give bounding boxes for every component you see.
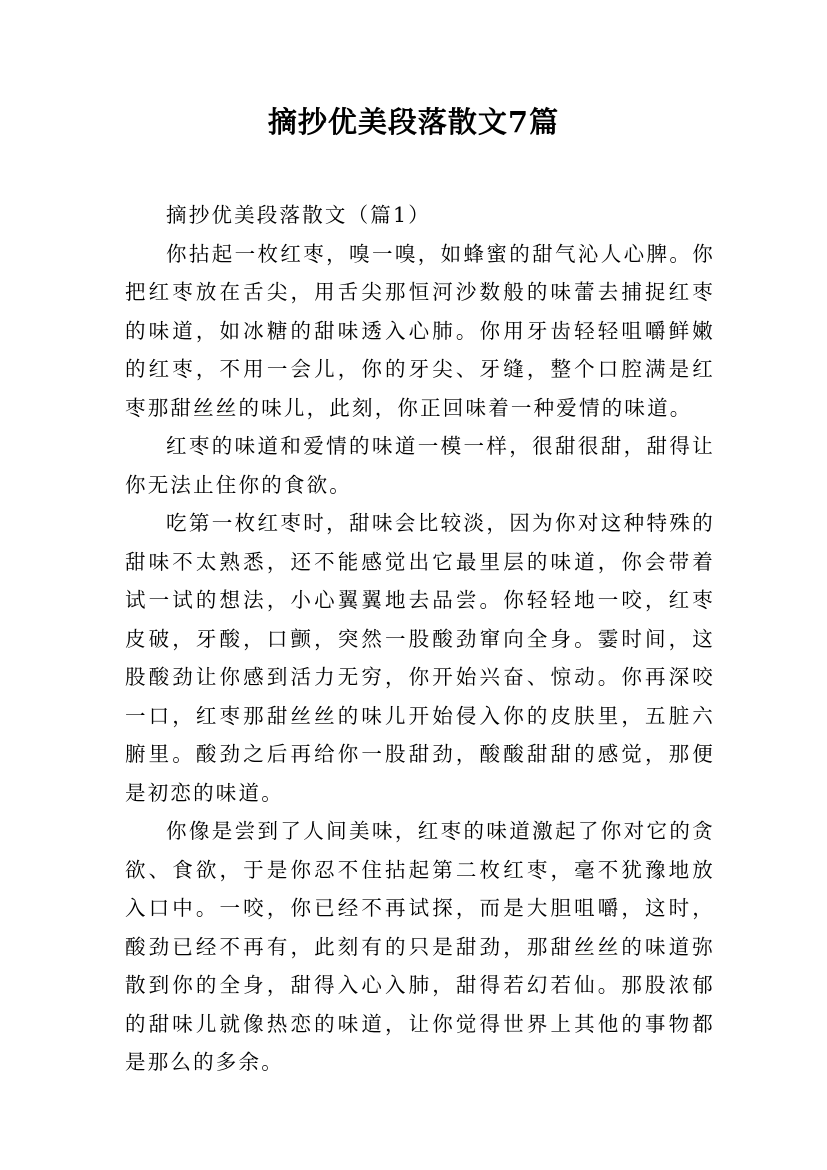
- document-body: [125, 196, 715, 1082]
- paragraph-4: 你像是尝到了人间美味，红枣的味道激起了你对它的贪欲、食欲，于是你忍不住拈起第二枚红枣，毫不犹豫地放入口中。一咬，你已经不再试探，而是大胆咀嚼，这时，酸劲已经不再有，此刻有的只是甜劲，那甜丝丝的味道弥散到你的全身，甜得入心入肺，甜得若幻若仙。那股浓郁的甜味儿就像热恋的味道，让你觉得世界上其他的事物都是那么的多余。: [125, 819, 715, 1074]
- paragraph-2: 红枣的味道和爱情的味道一模一样，很甜很甜，甜得让你无法止住你的食欲。: [125, 434, 715, 497]
- section-heading: 摘抄优美段落散文（篇1）: [166, 203, 431, 227]
- paragraph-3: 吃第一枚红枣时，甜味会比较淡，因为你对这种特殊的甜味不太熟悉，还不能感觉出它最里层的味道，你会带着试一试的想法，小心翼翼地去品尝。你轻轻地一咬，红枣皮破，牙酸，口颤，突然一股酸劲窜向全身。霎时间，这股酸劲让你感到活力无穷，你开始兴奋、惊动。你再深咬一口，红枣那甜丝丝的味儿开始侵入你的皮肤里，五脏六腑里。酸劲之后再给你一股甜劲，酸酸甜甜的感觉，那便是初恋的味道。: [125, 511, 715, 805]
- paragraph-1: 你拈起一枚红枣，嗅一嗅，如蜂蜜的甜气沁人心脾。你把红枣放在舌尖，用舌尖那恒河沙数般的味蕾去捕捉红枣的味道，如冰糖的甜味透入心肺。你用牙齿轻轻咀嚼鲜嫩的红枣，不用一会儿，你的牙尖、牙缝，整个口腔满是红枣那甜丝丝的味儿，此刻，你正回味着一种爱情的味道。: [125, 241, 715, 420]
- document-title: 摘抄优美段落散文7篇: [267, 105, 560, 139]
